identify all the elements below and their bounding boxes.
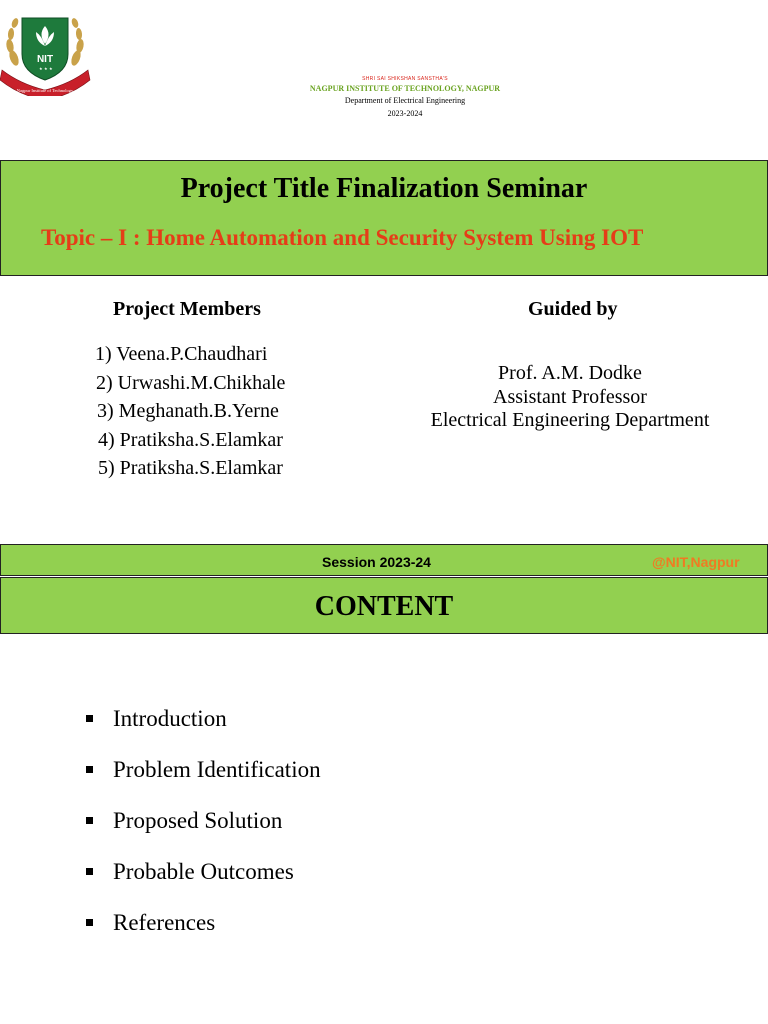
square-bullet-icon (86, 919, 93, 926)
member-item: 4) Pratiksha.S.Elamkar (98, 429, 283, 451)
logo-nit-text: NIT (36, 54, 54, 65)
seminar-title: Project Title Finalization Seminar (180, 173, 588, 204)
sanstha-name: SHRI SAI SHIKSHAN SANSTHA'S (362, 76, 448, 82)
logo-ribbon-text: Nagpur Institute of Technology (16, 88, 74, 93)
institute-name: NAGPUR INSTITUTE OF TECHNOLOGY, NAGPUR (309, 84, 501, 93)
member-item: 1) Veena.P.Chaudhari (95, 343, 268, 365)
content-item-label: Proposed Solution (113, 808, 283, 833)
department-name: Department of Electrical Engineering (344, 96, 466, 105)
guide-department: Electrical Engineering Department (430, 409, 710, 431)
guide-designation: Assistant Professor (493, 385, 647, 408)
institute-header (200, 76, 610, 120)
member-item: 5) Pratiksha.S.Elamkar (98, 457, 283, 479)
academic-year: 2023-2024 (387, 109, 423, 118)
content-item-label: Probable Outcomes (113, 859, 294, 884)
guide-heading: Guided by (528, 298, 618, 320)
guide-details (412, 362, 728, 433)
session-bar (0, 544, 768, 576)
title-band (0, 160, 768, 276)
session-label: Session 2023-24 (322, 554, 431, 570)
content-header-bar (0, 577, 768, 634)
square-bullet-icon (86, 817, 93, 824)
content-item-label: References (113, 910, 216, 935)
content-title: CONTENT (314, 591, 454, 622)
nit-tag: @NIT,Nagpur (652, 554, 740, 570)
svg-text:★: ★ (49, 66, 53, 71)
content-item-label: Problem Identification (113, 757, 321, 782)
college-logo (0, 10, 92, 96)
project-topic: Topic – I : Home Automation and Security System Using IOT (41, 225, 644, 250)
square-bullet-icon (86, 868, 93, 875)
square-bullet-icon (86, 715, 93, 722)
member-item: 2) Urwashi.M.Chikhale (96, 372, 286, 394)
member-item: 3) Meghanath.B.Yerne (97, 400, 279, 422)
square-bullet-icon (86, 766, 93, 773)
content-item-label: Introduction (113, 706, 227, 731)
members-heading: Project Members (113, 298, 261, 320)
guide-name: Prof. A.M. Dodke (498, 362, 642, 384)
nit-emblem-icon (0, 10, 92, 96)
svg-text:★: ★ (39, 66, 43, 71)
svg-text:★: ★ (44, 66, 48, 71)
